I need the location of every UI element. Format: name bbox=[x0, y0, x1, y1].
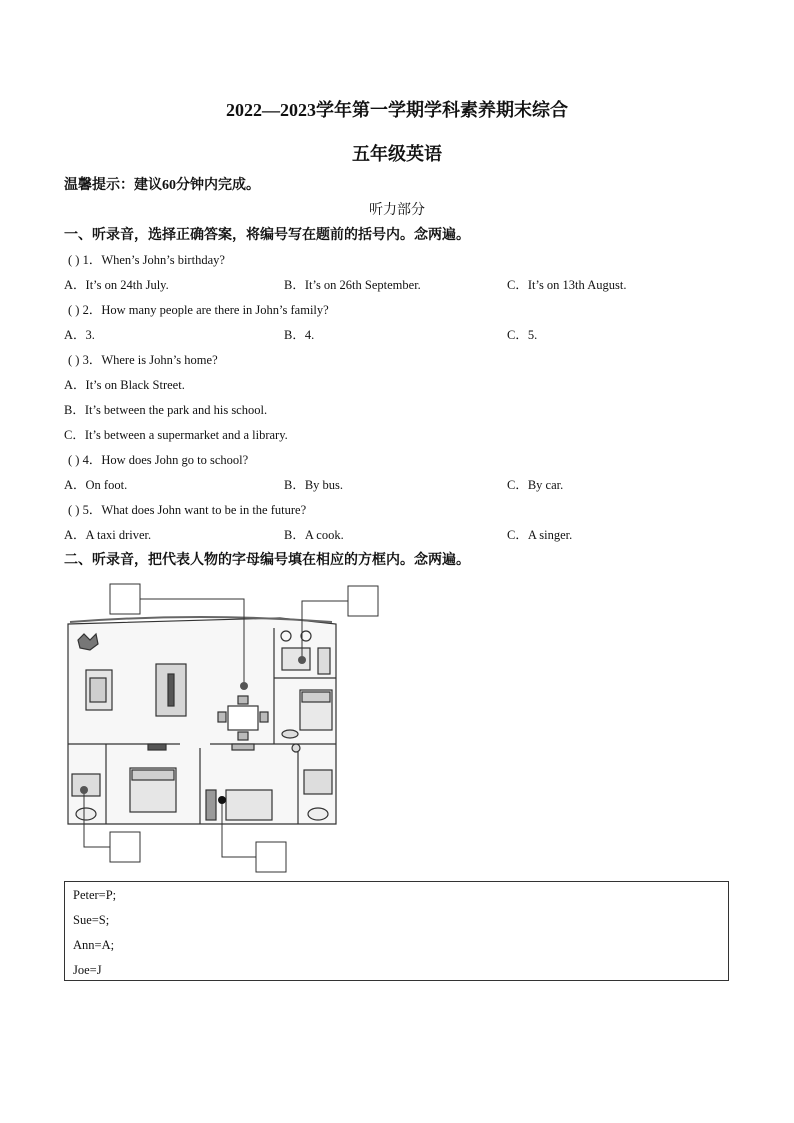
legend-ann: Ann=A; bbox=[73, 938, 115, 952]
q4-option-b: B．By bus. bbox=[284, 478, 344, 492]
q2-option-a: A．3. bbox=[64, 328, 95, 342]
question-3: ( ) 3．Where is John’s home? bbox=[68, 353, 218, 367]
question-1: ( ) 1．When’s John’s birthday? bbox=[68, 253, 225, 267]
part2-instruction: 二、听录音，把代表人物的字母编号填在相应的方框内。念两遍。 bbox=[64, 553, 470, 568]
legend-joe: Joe=J bbox=[73, 963, 102, 977]
q3-option-b: B．It’s between the park and his school. bbox=[64, 403, 268, 417]
q4-option-a: A．On foot. bbox=[64, 478, 128, 492]
part1-instruction: 一、听录音，选择正确答案，将编号写在题前的括号内。念两遍。 bbox=[64, 228, 470, 243]
legend-peter: Peter=P; bbox=[73, 888, 117, 902]
question-4: ( ) 4．How does John go to school? bbox=[68, 453, 249, 467]
legend-box bbox=[64, 881, 729, 981]
floor-plan-figure bbox=[60, 578, 390, 874]
answer-box-bottom-middle-room[interactable] bbox=[256, 842, 286, 872]
q3-option-c: C．It’s between a supermarket and a library. bbox=[64, 428, 288, 442]
time-tip: 温馨提示：建议60分钟内完成。 bbox=[64, 178, 260, 193]
q3-option-a: A．It’s on Black Street. bbox=[64, 378, 185, 392]
q1-option-b: B．It’s on 26th September. bbox=[284, 278, 421, 292]
q1-option-c: C．It’s on 13th August. bbox=[507, 278, 627, 292]
q5-option-c: C．A singer. bbox=[507, 528, 573, 542]
page-subtitle: 五年级英语 bbox=[352, 144, 442, 164]
section-heading: 听力部分 bbox=[369, 203, 425, 218]
q5-option-a: A．A taxi driver. bbox=[64, 528, 152, 542]
legend-sue: Sue=S; bbox=[73, 913, 110, 927]
page-title: 2022—2023学年第一学期学科素养期末综合 bbox=[226, 100, 568, 120]
question-5: ( ) 5．What does John want to be in the future? bbox=[68, 503, 307, 517]
q2-option-b: B．4. bbox=[284, 328, 315, 342]
answer-box-kitchen[interactable] bbox=[348, 586, 378, 616]
q2-option-c: C．5. bbox=[507, 328, 538, 342]
q5-option-b: B．A cook. bbox=[284, 528, 344, 542]
q1-option-a: A．It’s on 24th July. bbox=[64, 278, 169, 292]
question-2: ( ) 2．How many people are there in John’s family? bbox=[68, 303, 329, 317]
answer-box-bottom-left-room[interactable] bbox=[110, 832, 140, 862]
answer-box-living-room[interactable] bbox=[110, 584, 140, 614]
q4-option-c: C．By car. bbox=[507, 478, 564, 492]
